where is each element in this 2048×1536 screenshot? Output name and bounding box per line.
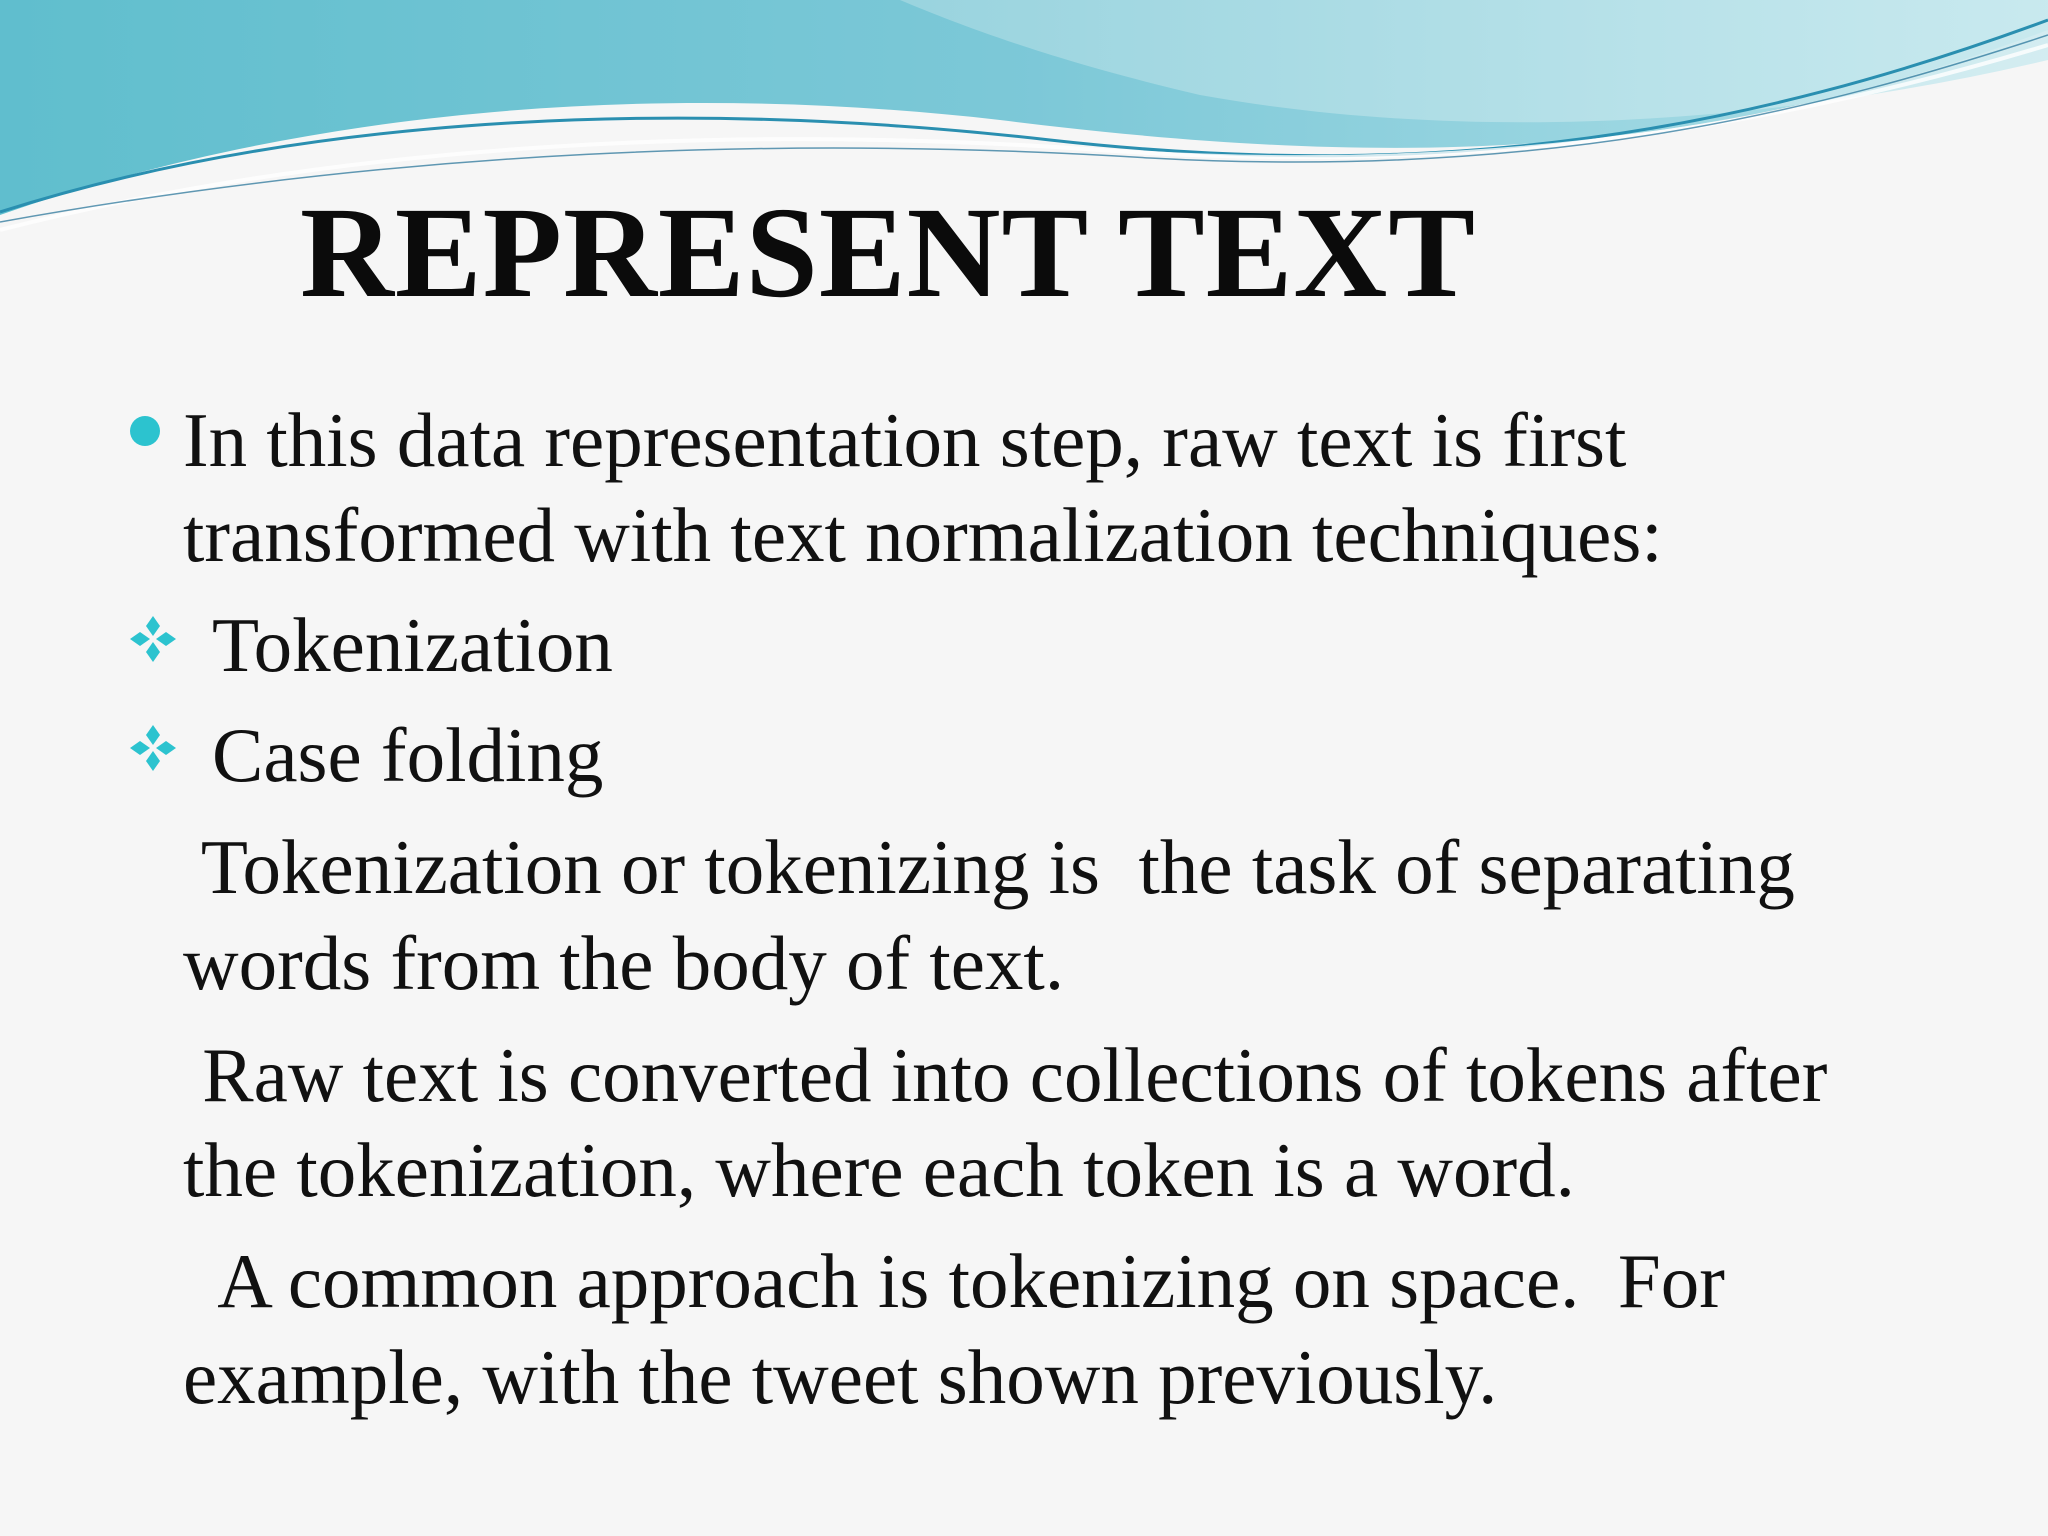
- round-bullet-icon: [130, 416, 160, 446]
- slide-title: REPRESENT TEXT: [300, 181, 1477, 325]
- diamond-bullet-icon: [128, 614, 178, 664]
- paragraph-3-line-1: A common approach is tokenizing on space. For: [183, 1238, 1725, 1324]
- diamond-bullet-icon: [128, 723, 178, 773]
- bullet-text-line-2: transformed with text normalization techniques:: [183, 492, 1663, 578]
- sub-item-tokenization: Tokenization: [212, 602, 613, 688]
- paragraph-2-line-2: the tokenization, where each token is a word.: [183, 1127, 1575, 1213]
- sub-item-case-folding: Case folding: [212, 712, 604, 798]
- bullet-text-line-1: In this data representation step, raw text is first: [183, 397, 1627, 483]
- paragraph-1-line-2: words from the body of text.: [183, 920, 1065, 1006]
- paragraph-1-line-1: Tokenization or tokenizing is the task of separating: [183, 824, 1795, 910]
- paragraph-2-line-1: Raw text is converted into collections of tokens after: [183, 1032, 1828, 1118]
- paragraph-3-line-2: example, with the tweet shown previously.: [183, 1334, 1498, 1420]
